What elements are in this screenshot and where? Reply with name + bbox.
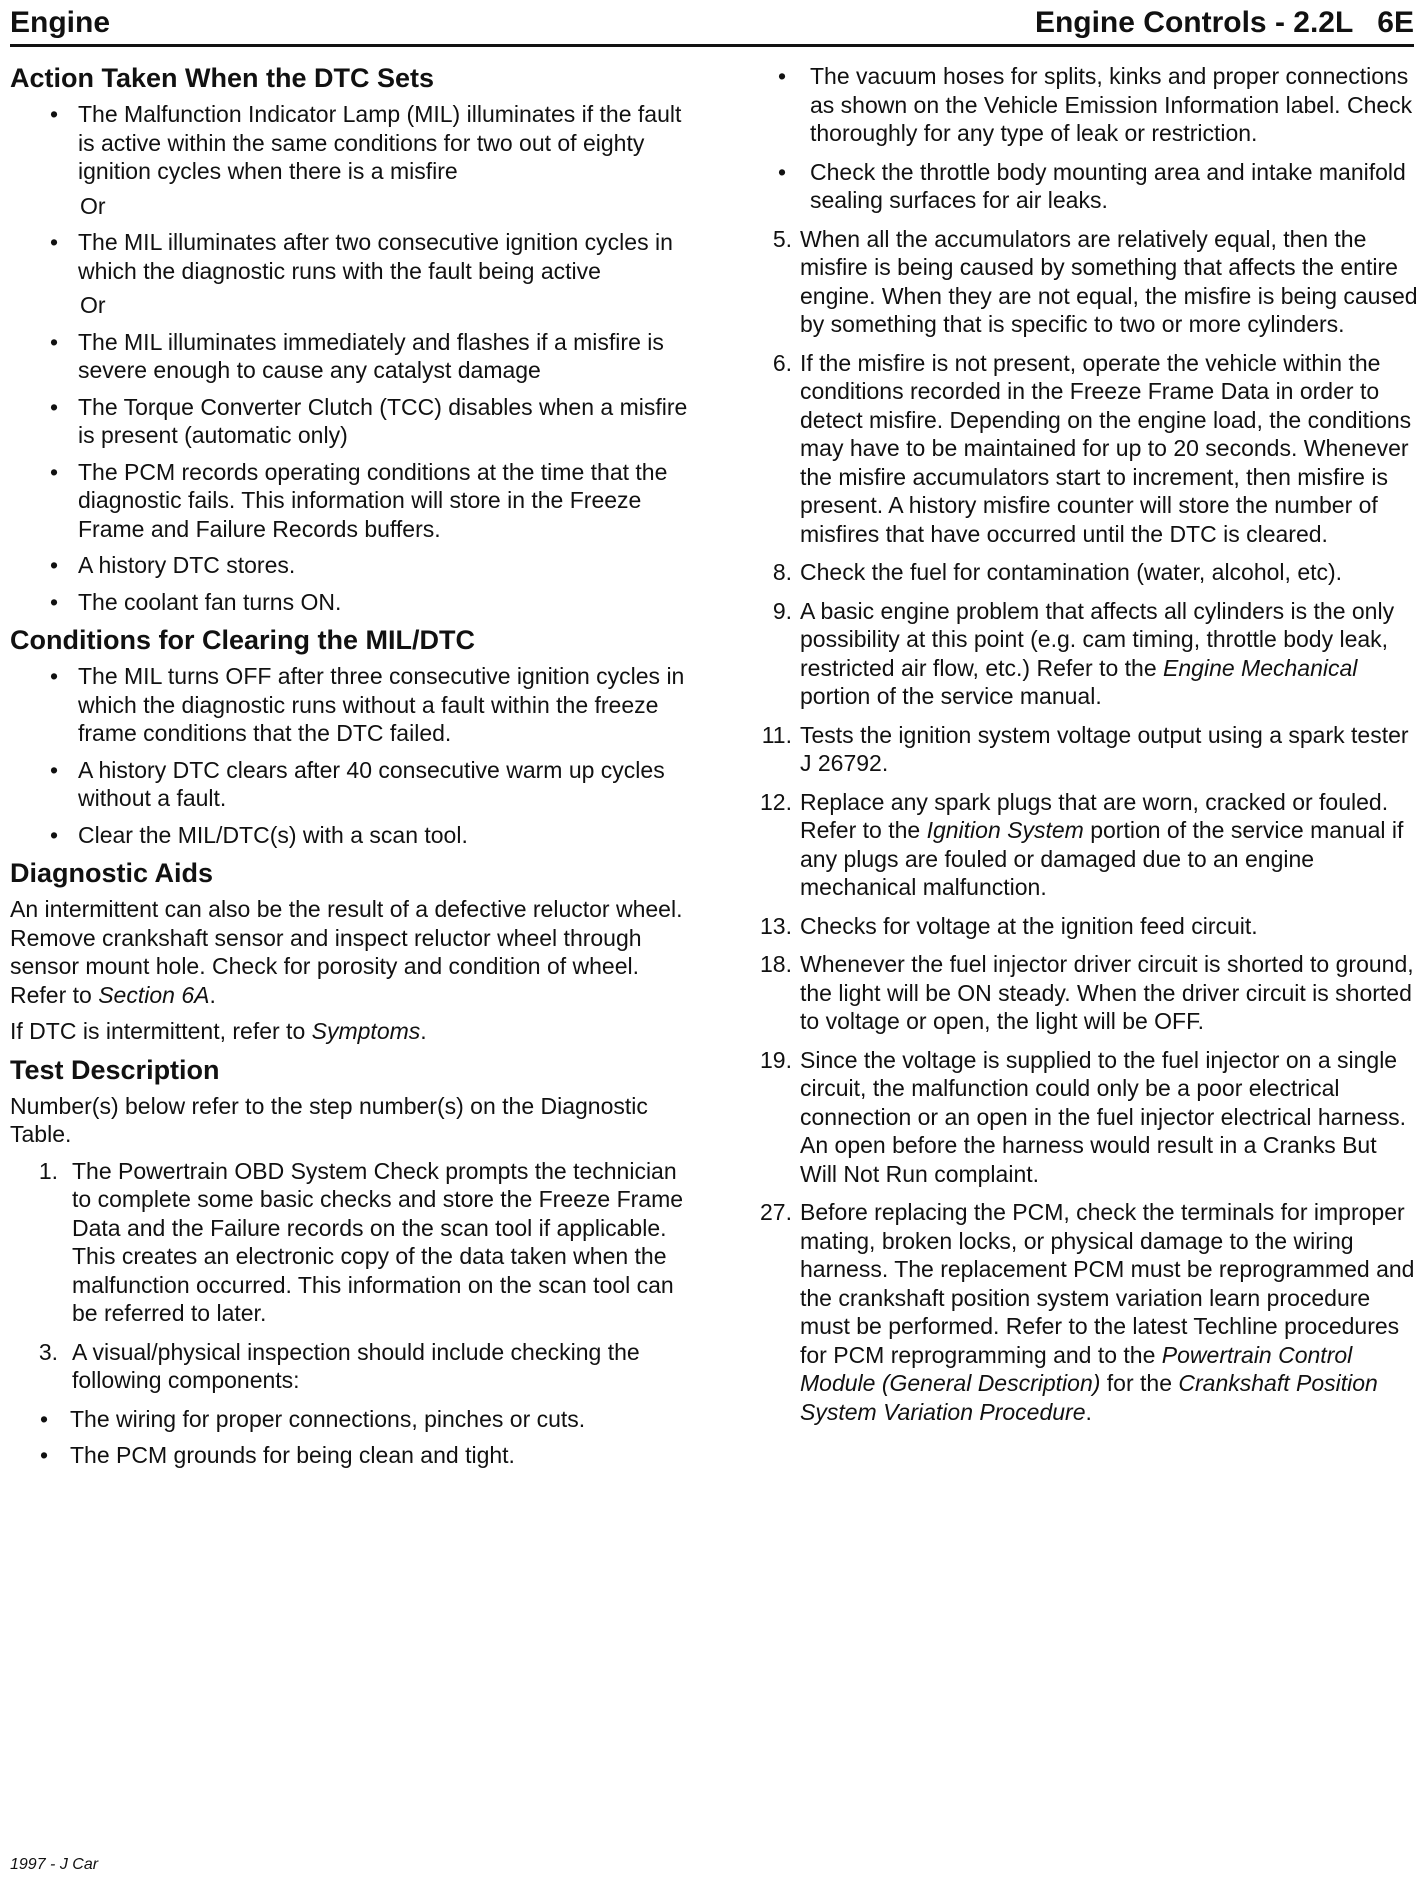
step-text: The Powertrain OBD System Check prompts the technician to complete some basic checks and store the Freeze Frame Data and the Failure records on the scan tool if applicable. This creates an electronic copy of the data taken when the malfunction occurred. This information on the scan tool can be referred to later.: [72, 1157, 684, 1326]
step-tail: portion of the service manual.: [800, 683, 1102, 709]
step-text: Check the fuel for contamination (water, alcohol, etc).: [800, 559, 1343, 585]
heading-test-description: Test Description: [10, 1054, 220, 1085]
aids2-reference: Symptoms: [311, 1018, 421, 1044]
list-item: • The PCM records operating conditions at the time that the diagnostic fails. This information will store in the Freeze Frame and Failure Records buffers.: [10, 458, 700, 544]
list-item: • The vacuum hoses for splits, kinks and proper connections as shown on the Vehicle Emission Information label. Check thoroughly for any type of leak or restriction.: [738, 62, 1418, 148]
test-steps-right: [738, 225, 1418, 1427]
step-text: Replace any spark plugs that are worn, cracked or fouled. Refer to the: [800, 788, 1389, 843]
step-text: A visual/physical inspection should include checking the following components:: [72, 1338, 640, 1393]
step-number: 9.: [772, 597, 792, 624]
step-number: 3.: [38, 1338, 58, 1365]
step-reference: Ignition System: [926, 817, 1084, 843]
step3-bullets: [10, 1405, 700, 1470]
aids2-end: .: [420, 1018, 427, 1044]
header-chapter: Engine: [10, 6, 111, 39]
step-reference: Engine Mechanical: [1163, 654, 1358, 681]
list-item: • The coolant fan turns ON.: [10, 588, 700, 617]
list-item: • The MIL illuminates after two consecutive ignition cycles in which the diagnostic runs with the fault being active: [10, 228, 700, 285]
left-column: [10, 62, 700, 1478]
step-reference-2: Crankshaft Position System Variation Procedure: [800, 1370, 1378, 1425]
page-footer: 1997 - J Car: [10, 1856, 99, 1873]
list-item-or: Or: [80, 292, 106, 318]
step-item: [738, 950, 1418, 1036]
step-number: 27.: [760, 1199, 792, 1225]
step-item: [738, 1198, 1418, 1426]
step-tail: for the: [1100, 1370, 1179, 1396]
header-section: 6E: [1377, 6, 1414, 39]
aids-end: .: [209, 981, 216, 1008]
step-item: [738, 721, 1418, 778]
list-item: • Clear the MIL/DTC(s) with a scan tool.: [10, 821, 700, 850]
list-item: • The Malfunction Indicator Lamp (MIL) illuminates if the fault is active within the same conditions for two out of eighty ignition cycles when there is a misfire: [10, 100, 700, 186]
step-number: 19.: [760, 1046, 792, 1073]
step-number: 13.: [760, 912, 792, 939]
header-title-block: [1035, 6, 1414, 40]
step-number: 18.: [760, 951, 792, 977]
aids-reference: Section 6A: [98, 981, 210, 1008]
aids-text: An intermittent can also be the result of a defective reluctor wheel. Remove crankshaft sensor and inspect reluctor wheel through sensor mount hole. Check for porosity and condition of wheel. Refer to: [10, 896, 683, 1008]
step-item: [738, 1046, 1418, 1189]
clear-list: [10, 662, 700, 849]
right-column: [738, 62, 1418, 1436]
header-title: Engine Controls - 2.2L: [1034, 6, 1354, 39]
list-item: • The MIL illuminates immediately and flashes if a misfire is severe enough to cause any catalyst damage: [10, 328, 700, 385]
step-text: If the misfire is not present, operate the vehicle within the conditions recorded in the Freeze Frame Data in order to detect misfire. Depending on the engine load, the conditions may have to be maintained for up to 20 seconds. Whenever the misfire accumulators start to increment, then misfire is present. A history misfire counter will store the number of misfires that have occurred until the DTC is cleared.: [800, 349, 1412, 547]
list-item: • A history DTC stores.: [10, 551, 700, 580]
heading-clearing: Conditions for Clearing the MIL/DTC: [10, 625, 475, 655]
list-item: • The wiring for proper connections, pinches or cuts.: [10, 1405, 700, 1434]
step-item: [10, 1338, 700, 1395]
step-text: Tests the ignition system voltage output using a spark tester J 26792.: [800, 721, 1409, 776]
step-number: 5.: [772, 225, 792, 252]
aids2-text: If DTC is intermittent, refer to: [10, 1018, 312, 1044]
list-item: • The Torque Converter Clutch (TCC) disables when a misfire is present (automatic only): [10, 393, 700, 450]
step-item: [738, 788, 1418, 902]
heading-action-taken: Action Taken When the DTC Sets: [10, 63, 435, 93]
aids-paragraph: [10, 895, 700, 1009]
step-text: When all the accumulators are relatively equal, then the misfire is being caused by something that affects the entire engine. When they are not equal, the misfire is being caused by something that is specific to two or more cylinders.: [800, 225, 1418, 337]
step-number: 8.: [772, 559, 792, 585]
step-text: A basic engine problem that affects all cylinders is the only possibility at this point (e.g. cam timing, throttle body leak, restricted air flow, etc.) Refer to the: [800, 597, 1395, 681]
step-item: [738, 349, 1418, 549]
aids-paragraph-2: [10, 1017, 700, 1046]
step-tail: portion of the service manual if any plugs are fouled or damaged due to an engine mechanical malfunction.: [800, 817, 1404, 900]
heading-diagnostic-aids: Diagnostic Aids: [10, 858, 214, 888]
step-text: Checks for voltage at the ignition feed circuit.: [800, 912, 1258, 939]
step-item: [738, 558, 1418, 587]
step-item: [738, 597, 1418, 711]
list-item: • A history DTC clears after 40 consecutive warm up cycles without a fault.: [10, 756, 700, 813]
step-item: [738, 912, 1418, 941]
test-steps-left: [10, 1157, 700, 1395]
page-header: [10, 4, 1414, 47]
step-reference: Powertrain Control Module (General Description): [800, 1341, 1353, 1396]
step-text: Whenever the fuel injector driver circuit is shorted to ground, the light will be ON steady. When the driver circuit is shorted to voltage or open, the light will be OFF.: [800, 951, 1414, 1034]
list-item: • Check the throttle body mounting area and intake manifold sealing surfaces for air leaks.: [738, 158, 1418, 215]
step-item: [738, 225, 1418, 339]
step-number: 12.: [760, 788, 792, 815]
step3-bullets-continued: [738, 62, 1418, 215]
step-item: [10, 1157, 700, 1328]
step-text: Before replacing the PCM, check the terminals for improper mating, broken locks, or physical damage to the wiring harness. The replacement PCM must be reprogrammed and the crankshaft position system variation learn procedure must be performed. Refer to the latest Techline procedures for PCM reprogramming and to the: [800, 1199, 1415, 1368]
step-tail-2: .: [1085, 1398, 1092, 1425]
step-number: 11.: [761, 721, 792, 748]
list-item: • The MIL turns OFF after three consecutive ignition cycles in which the diagnostic runs without a fault within the freeze frame conditions that the DTC failed.: [10, 662, 700, 748]
list-item: • The PCM grounds for being clean and tight.: [10, 1441, 700, 1470]
step-number: 1.: [38, 1157, 58, 1184]
step-number: 6.: [772, 349, 792, 376]
step-text: Since the voltage is supplied to the fuel injector on a single circuit, the malfunction could only be a poor electrical connection or an open in the fuel injector electrical harness. An open before the harness would result in a Cranks But Will Not Run complaint.: [800, 1046, 1407, 1187]
list-item-or: Or: [80, 192, 106, 219]
test-intro: Number(s) below refer to the step number(s) on the Diagnostic Table.: [10, 1092, 648, 1147]
action-list: [10, 100, 700, 616]
